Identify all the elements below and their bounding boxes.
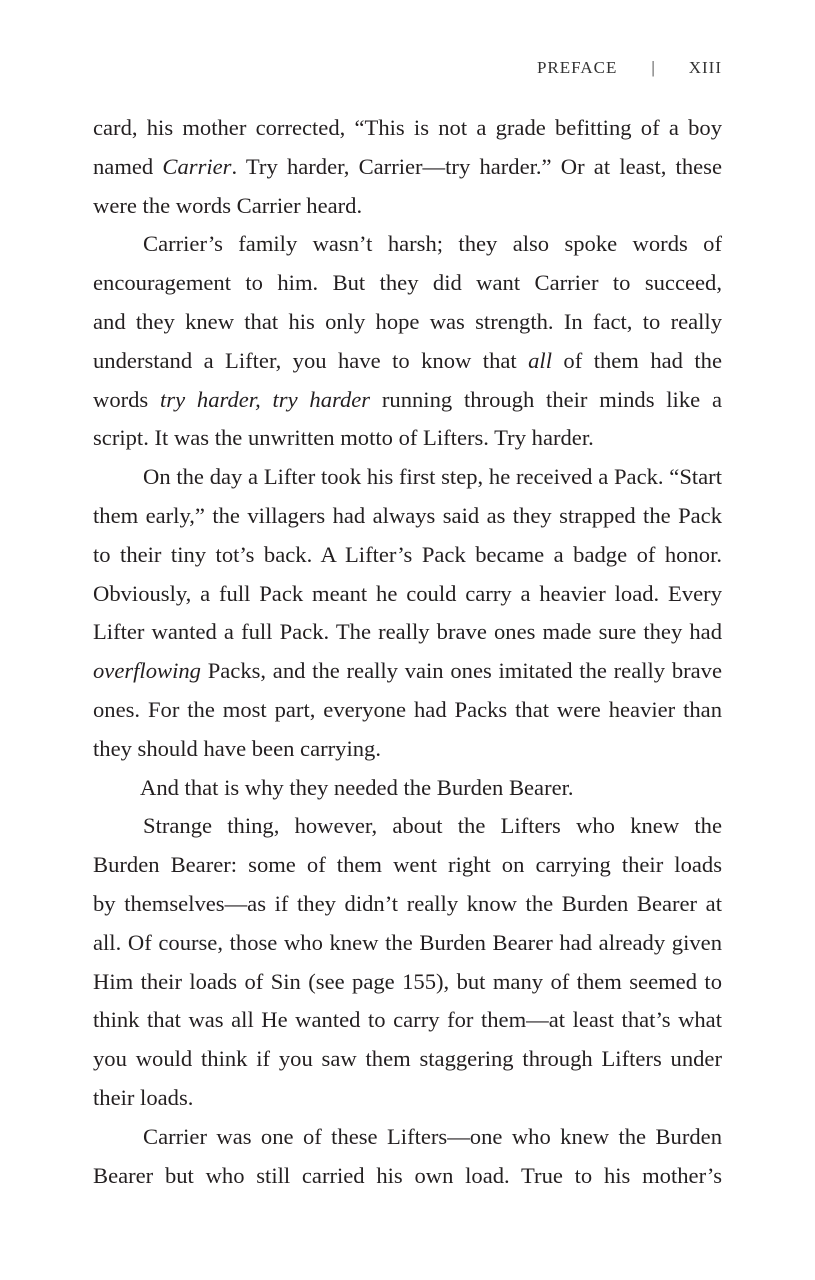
text-segment: running through their minds like a <box>370 386 722 412</box>
text-line <box>93 613 722 652</box>
text-line <box>93 381 722 420</box>
text-line <box>93 1157 722 1196</box>
text-segment: Obviously, a full Pack meant he could carry a heavier load. Every <box>93 580 722 606</box>
paragraph <box>93 109 722 225</box>
text-segment: Burden Bearer: some of them went right on carrying their loads <box>93 852 722 878</box>
header-separator: | <box>651 58 656 77</box>
text-line <box>93 1001 722 1040</box>
text-line <box>93 652 722 691</box>
text-line <box>93 497 722 536</box>
text-segment: Carrier was one of these Lifters—one who knew the Burden <box>143 1123 722 1149</box>
text-segment: Packs, and the really vain ones imitated the really brave <box>200 658 722 684</box>
text-segment: to their tiny tot’s back. A Lifter’s Pack became a badge of honor. <box>93 541 722 567</box>
text-segment: card, his mother corrected, “This is not a grade befitting of a boy <box>93 115 722 140</box>
text-segment: by themselves—as if they didn’t really know the Burden Bearer at <box>93 890 722 916</box>
text-line <box>93 419 722 458</box>
text-line <box>93 807 722 846</box>
text-line <box>93 924 722 963</box>
text-line <box>93 536 722 575</box>
text-line <box>93 148 722 187</box>
text-segment: Strange thing, however, about the Lifters who knew the <box>143 813 722 839</box>
body-text <box>93 109 722 1195</box>
paragraph <box>93 458 722 768</box>
text-segment: understand a Lifter, you have to know that <box>93 347 529 373</box>
text-segment: words <box>93 386 161 412</box>
text-segment: think that was all He wanted to carry for them—at least that’s what <box>93 1007 722 1033</box>
text-line <box>93 303 722 342</box>
text-segment: script. It was the unwritten motto of Lifters. Try harder. <box>93 425 594 451</box>
text-line <box>93 575 722 614</box>
text-line <box>93 885 722 924</box>
text-segment: And that is why they needed the Burden Bearer. <box>140 774 574 800</box>
italic-text: try harder, try harder <box>160 386 371 412</box>
text-segment: . Try harder, Carrier—try harder.” Or at least, these <box>231 153 722 179</box>
text-segment: ones. For the most part, everyone had Packs that were heavier than <box>93 696 722 722</box>
text-line <box>93 769 722 808</box>
page-number: XIII <box>688 58 722 77</box>
text-segment: On the day a Lifter took his first step, he received a Pack. “Start <box>143 464 722 490</box>
text-line <box>93 1118 722 1157</box>
text-segment: of them had the <box>551 347 722 373</box>
italic-text: all <box>528 347 552 373</box>
paragraph <box>93 807 722 1117</box>
text-line <box>93 730 722 769</box>
text-segment: their loads. <box>93 1084 194 1110</box>
text-segment: named <box>93 153 163 179</box>
text-segment: Him their loads of Sin (see page 155), but many of them seemed to <box>93 968 722 994</box>
text-line <box>93 109 722 148</box>
text-line <box>93 1079 722 1118</box>
text-segment: you would think if you saw them staggering through Lifters under <box>93 1046 722 1072</box>
italic-text: Carrier <box>162 153 232 179</box>
text-line <box>93 963 722 1002</box>
running-header <box>537 58 722 78</box>
text-segment: they should have been carrying. <box>93 735 381 761</box>
text-segment: Bearer but who still carried his own load. True to his mother’s <box>93 1162 722 1188</box>
paragraph <box>93 1118 722 1196</box>
italic-text: overflowing <box>93 658 201 684</box>
text-segment: and they knew that his only hope was strength. In fact, to really <box>93 308 722 334</box>
text-segment: were the words Carrier heard. <box>93 192 363 218</box>
paragraph <box>93 769 722 808</box>
text-line <box>93 187 722 226</box>
text-line <box>93 691 722 730</box>
text-segment: all. Of course, those who knew the Burden Bearer had already given <box>93 929 722 955</box>
text-segment: them early,” the villagers had always said as they strapped the Pack <box>93 502 722 528</box>
text-line <box>93 458 722 497</box>
section-title: PREFACE <box>536 58 618 77</box>
text-segment: Carrier’s family wasn’t harsh; they also spoke words of <box>143 231 722 257</box>
text-line <box>93 264 722 303</box>
text-line <box>93 846 722 885</box>
text-segment: Lifter wanted a full Pack. The really brave ones made sure they had <box>93 619 722 645</box>
text-line <box>93 225 722 264</box>
text-line <box>93 342 722 381</box>
text-segment: encouragement to him. But they did want Carrier to succeed, <box>93 270 722 296</box>
paragraph <box>93 225 722 458</box>
text-line <box>93 1040 722 1079</box>
